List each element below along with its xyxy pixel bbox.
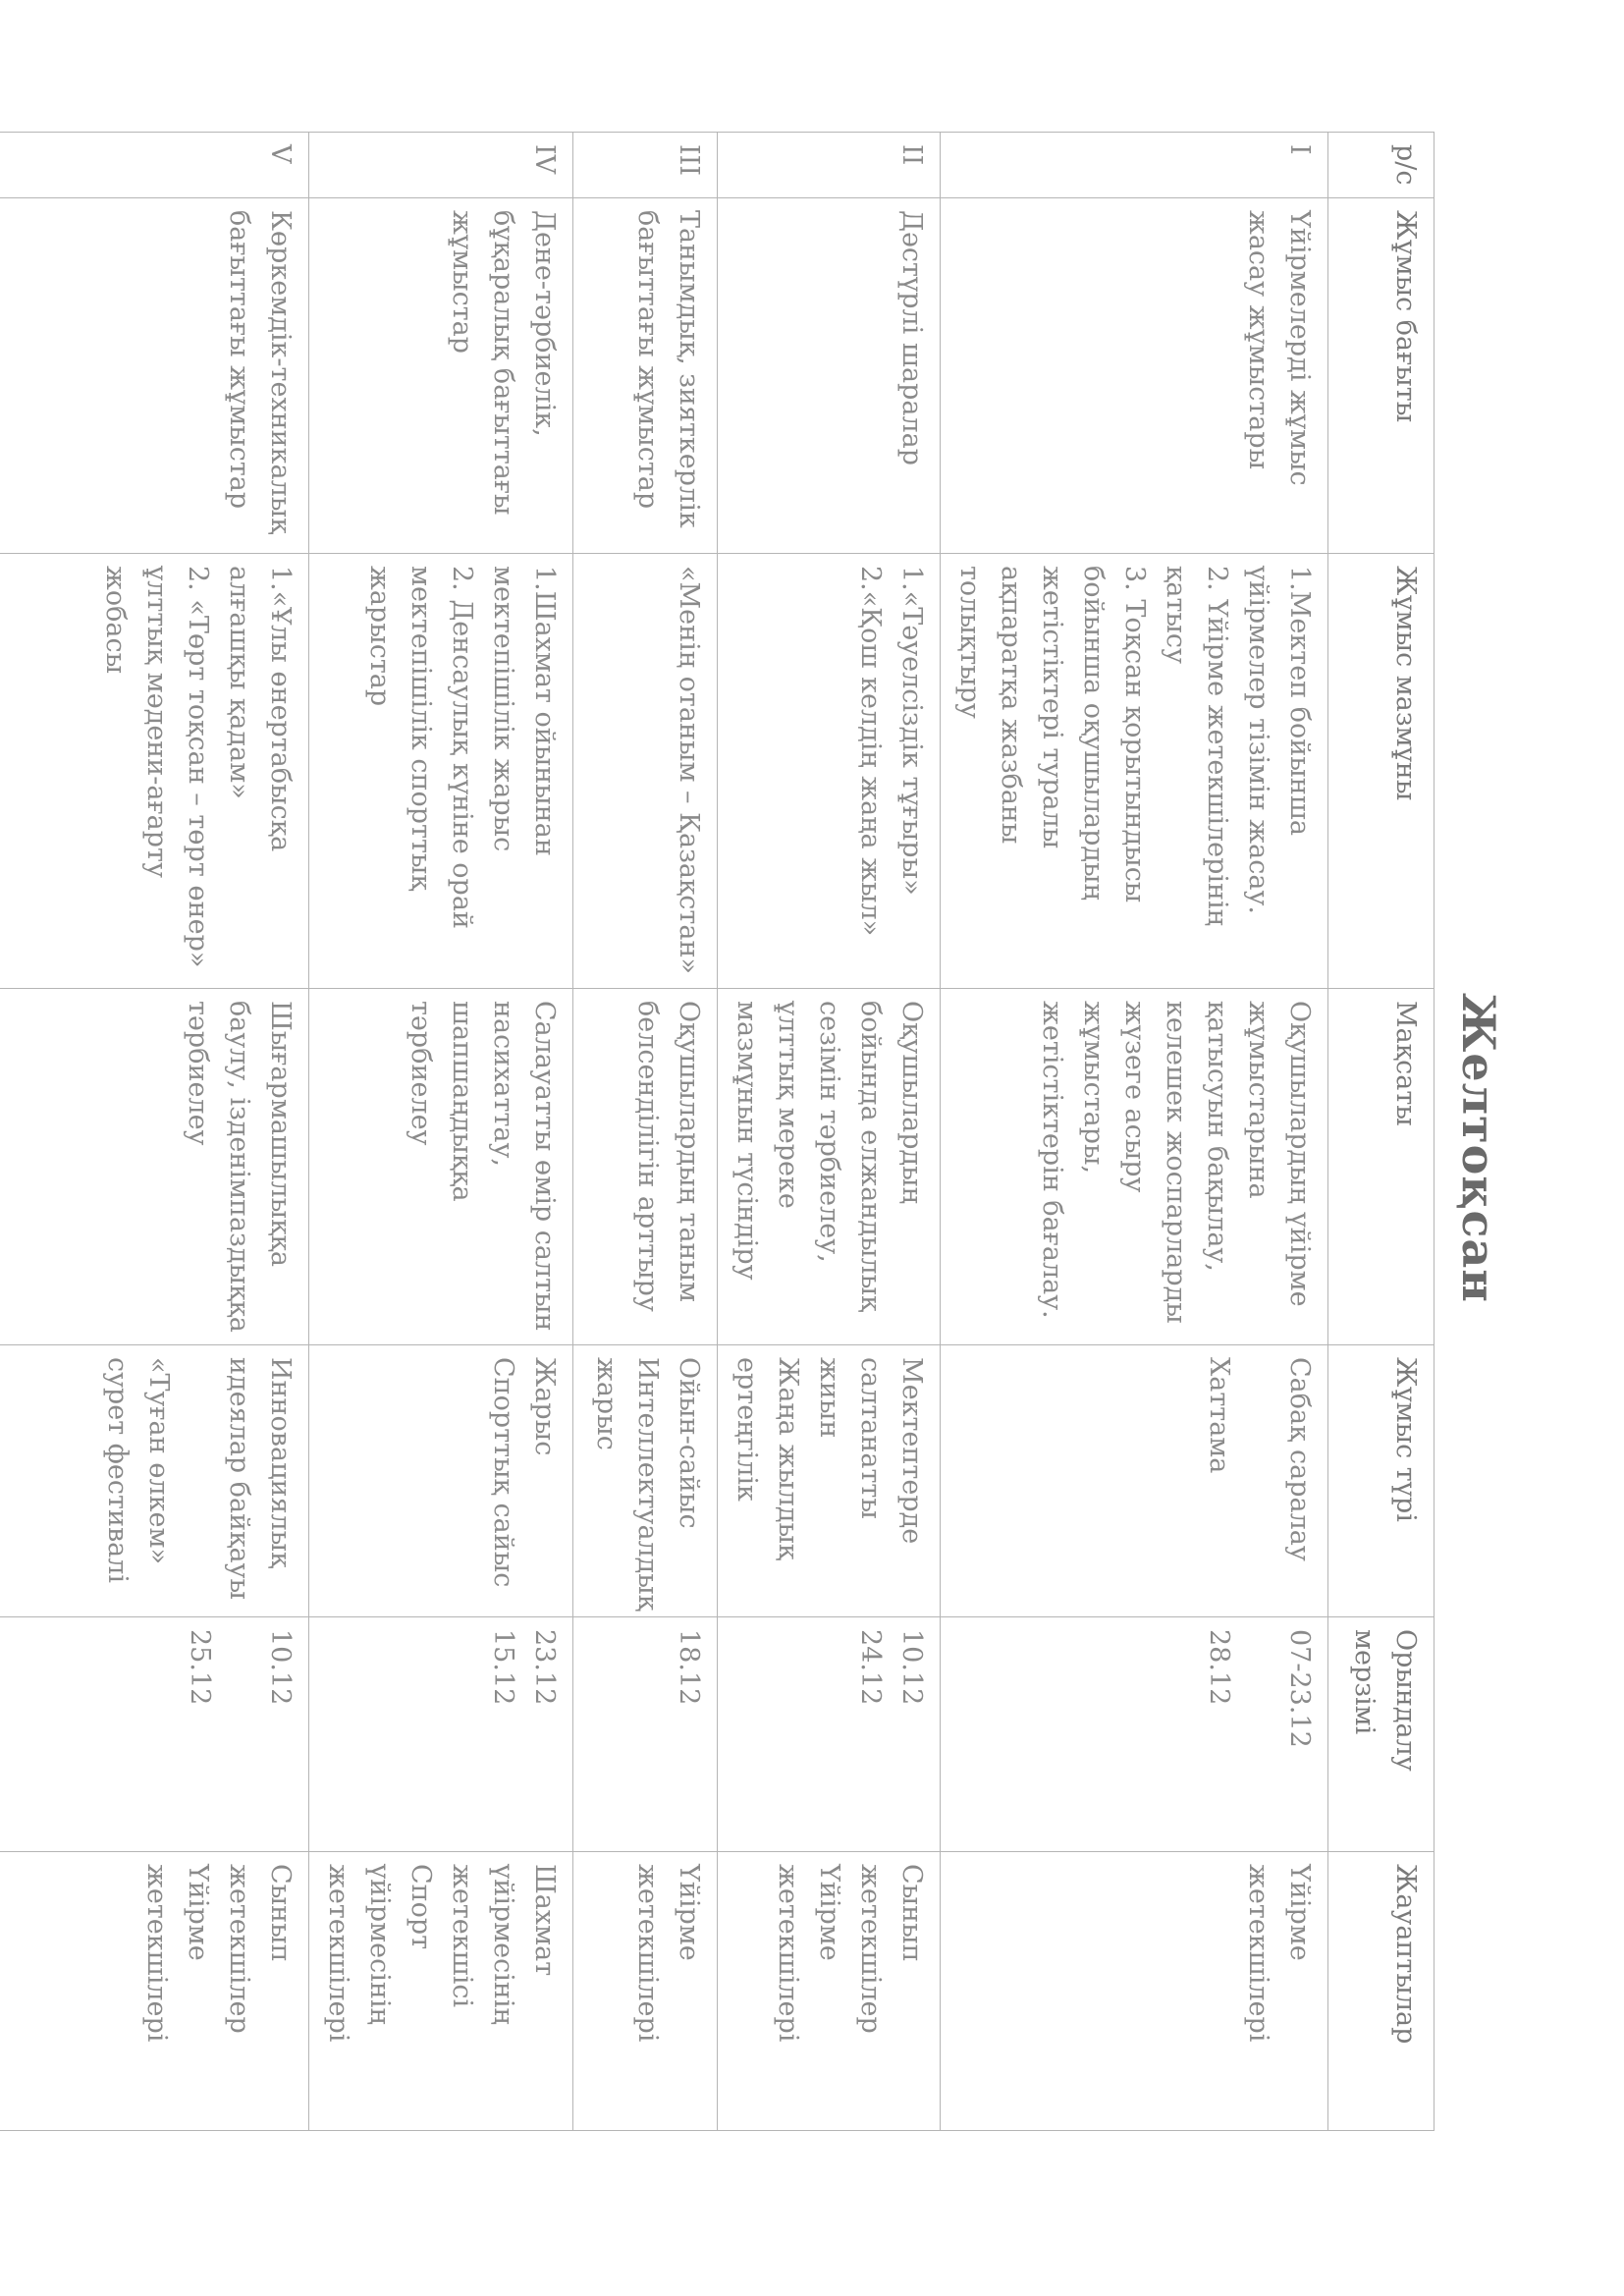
- responsible-item: Үйірме жетекшілері: [1243, 1864, 1315, 2043]
- work-item: 1.Шахмат ойынынан мектепішілік жарыс: [488, 566, 560, 856]
- form-item: Интеллектуалдық жарыс: [591, 1357, 663, 1612]
- date-item: 10.12: [265, 1629, 296, 1706]
- table-header-row: [1328, 133, 1435, 2131]
- page-title: Желтоқсан: [1452, 993, 1505, 1303]
- header-num: р/с: [1328, 133, 1435, 198]
- row-direction: Дәстүрлі шаралар: [718, 198, 941, 554]
- header-responsible: Жауаптылар: [1328, 1852, 1435, 2131]
- date-item: 07-23.12: [1284, 1629, 1315, 1748]
- row-direction: Танымдық, зияткерлік бағыттағы жұмыстар: [573, 198, 718, 554]
- responsible-item: Сынып жетекшілер: [855, 1864, 927, 2034]
- row-goal: Оқушылардың бойында елжандылық сезімін тәрбиелеу, ұлттық мереке мазмұнын түсіндіру: [718, 989, 941, 1345]
- work-item: 1.«Ұлы өнертабысқа алғашқы қадам»: [224, 566, 296, 852]
- row-direction: Дене-тәрбиелік, бұқаралық бағыттағы жұмыстар: [309, 198, 573, 554]
- header-date: Орындалу мерзімі: [1328, 1617, 1435, 1852]
- date-item: 15.12: [488, 1629, 518, 1706]
- row-form: [941, 1345, 1328, 1617]
- form-item: «Туған өлкем» сурет фестивалі: [102, 1357, 174, 1584]
- form-item: Сабақ саралау: [1284, 1357, 1315, 1561]
- row-form: [573, 1345, 718, 1617]
- date-item: 25.12: [185, 1629, 215, 1706]
- row-responsible: [718, 1852, 941, 2131]
- responsible-item: Үйірме жетекшілері: [141, 1864, 213, 2043]
- row-goal: Оқушылардың үйірме жұмыстарына қатысуын бақылау, келешек жоспарларды жүзеге асыру жұмыстары, жетістіктерін бағалау.: [941, 989, 1328, 1345]
- row-responsible: [573, 1852, 718, 2131]
- work-item: 3. Тоқсан қорытындысы бойынша оқушылардың жетістіктері туралы ақпаратқа жазбаны толықтыру: [954, 566, 1150, 903]
- row-goal: Оқушылардың таным белсенділігін арттыру: [573, 989, 718, 1345]
- table-row: [0, 133, 309, 2131]
- responsible-item: Үйірме жетекшілері: [632, 1864, 704, 2043]
- row-date: [941, 1617, 1328, 1852]
- form-item: Спорттық сайыс: [488, 1357, 518, 1588]
- date-item: 23.12: [529, 1629, 560, 1706]
- responsible-item: Спорт үйірмесінің жетекшілері: [323, 1864, 436, 2043]
- row-number: I: [941, 133, 1328, 198]
- header-goal: Мақсаты: [1328, 989, 1435, 1345]
- responsible-item: Шахмат үйірмесінің жетекшісі: [447, 1864, 560, 2025]
- row-form: [0, 1345, 309, 1617]
- table-row: [718, 133, 941, 2131]
- row-date: [0, 1617, 309, 1852]
- row-date: [309, 1617, 573, 1852]
- table-row: [309, 133, 573, 2131]
- row-work: [0, 554, 309, 989]
- form-item: Мектептерде салтанатты жиын: [814, 1357, 927, 1545]
- row-responsible: [309, 1852, 573, 2131]
- responsible-item: Сынып жетекшілер: [224, 1864, 296, 2034]
- work-item: 1.Мектеп бойынша үйірмелер тізімін жасау.: [1243, 566, 1315, 914]
- date-item: 28.12: [1204, 1629, 1234, 1706]
- table-row: [573, 133, 718, 2131]
- activity-plan-table: [0, 132, 1435, 2131]
- work-item: 2.«Қош келдің жаңа жыл»: [855, 566, 886, 937]
- form-item: Жаңа жылдық ертеңгілік: [731, 1357, 803, 1560]
- work-item: «Менің отаным – Қазақстан»: [674, 566, 704, 974]
- work-item: 2. Үйірме жетекшілерінің қатысу: [1161, 566, 1232, 926]
- row-form: [718, 1345, 941, 1617]
- work-item: 2. «Төрт тоқсан – төрт өнер» ұлттық мәдени-ағарту жобасы: [100, 566, 213, 968]
- row-number: II: [718, 133, 941, 198]
- row-goal: Шығармашылыққа баулу, ізденімпаздыққа тәрбиелеу: [0, 989, 309, 1345]
- row-form: [309, 1345, 573, 1617]
- date-item: 10.12: [896, 1629, 927, 1706]
- date-item: 18.12: [674, 1629, 704, 1706]
- header-work: Жұмыс мазмұны: [1328, 554, 1435, 989]
- row-direction: Көркемдік-техникалық бағыттағы жұмыстар: [0, 198, 309, 554]
- row-direction: Үйірмелерді жұмыс жасау жұмыстары: [941, 198, 1328, 554]
- row-number: III: [573, 133, 718, 198]
- row-date: [718, 1617, 941, 1852]
- row-number: V: [0, 133, 309, 198]
- header-form: Жұмыс түрі: [1328, 1345, 1435, 1617]
- row-responsible: [941, 1852, 1328, 2131]
- row-number: IV: [309, 133, 573, 198]
- row-work: [941, 554, 1328, 989]
- row-work: [573, 554, 718, 989]
- row-goal: Салауатты өмір салтын насихаттау, шапшаңдыққа тәрбиелеу: [309, 989, 573, 1345]
- row-work: [309, 554, 573, 989]
- table-row: [941, 133, 1328, 2131]
- form-item: Жарыс: [529, 1357, 560, 1456]
- row-date: [573, 1617, 718, 1852]
- form-item: Хаттама: [1204, 1357, 1234, 1474]
- work-item: 1.«Тәуелсіздік тұғыры»: [896, 566, 927, 896]
- responsible-item: Үйірме жетекшілері: [773, 1864, 844, 2043]
- row-work: [718, 554, 941, 989]
- date-item: 24.12: [855, 1629, 886, 1706]
- row-responsible: [0, 1852, 309, 2131]
- header-direction: Жұмыс бағыты: [1328, 198, 1435, 554]
- work-item: 2. Денсаулық күніне орай мектепішілік спорттық жарыстар: [364, 566, 477, 929]
- form-item: Ойын-сайыс: [674, 1357, 704, 1529]
- form-item: Инновациялық идеялар байқауы: [224, 1357, 296, 1600]
